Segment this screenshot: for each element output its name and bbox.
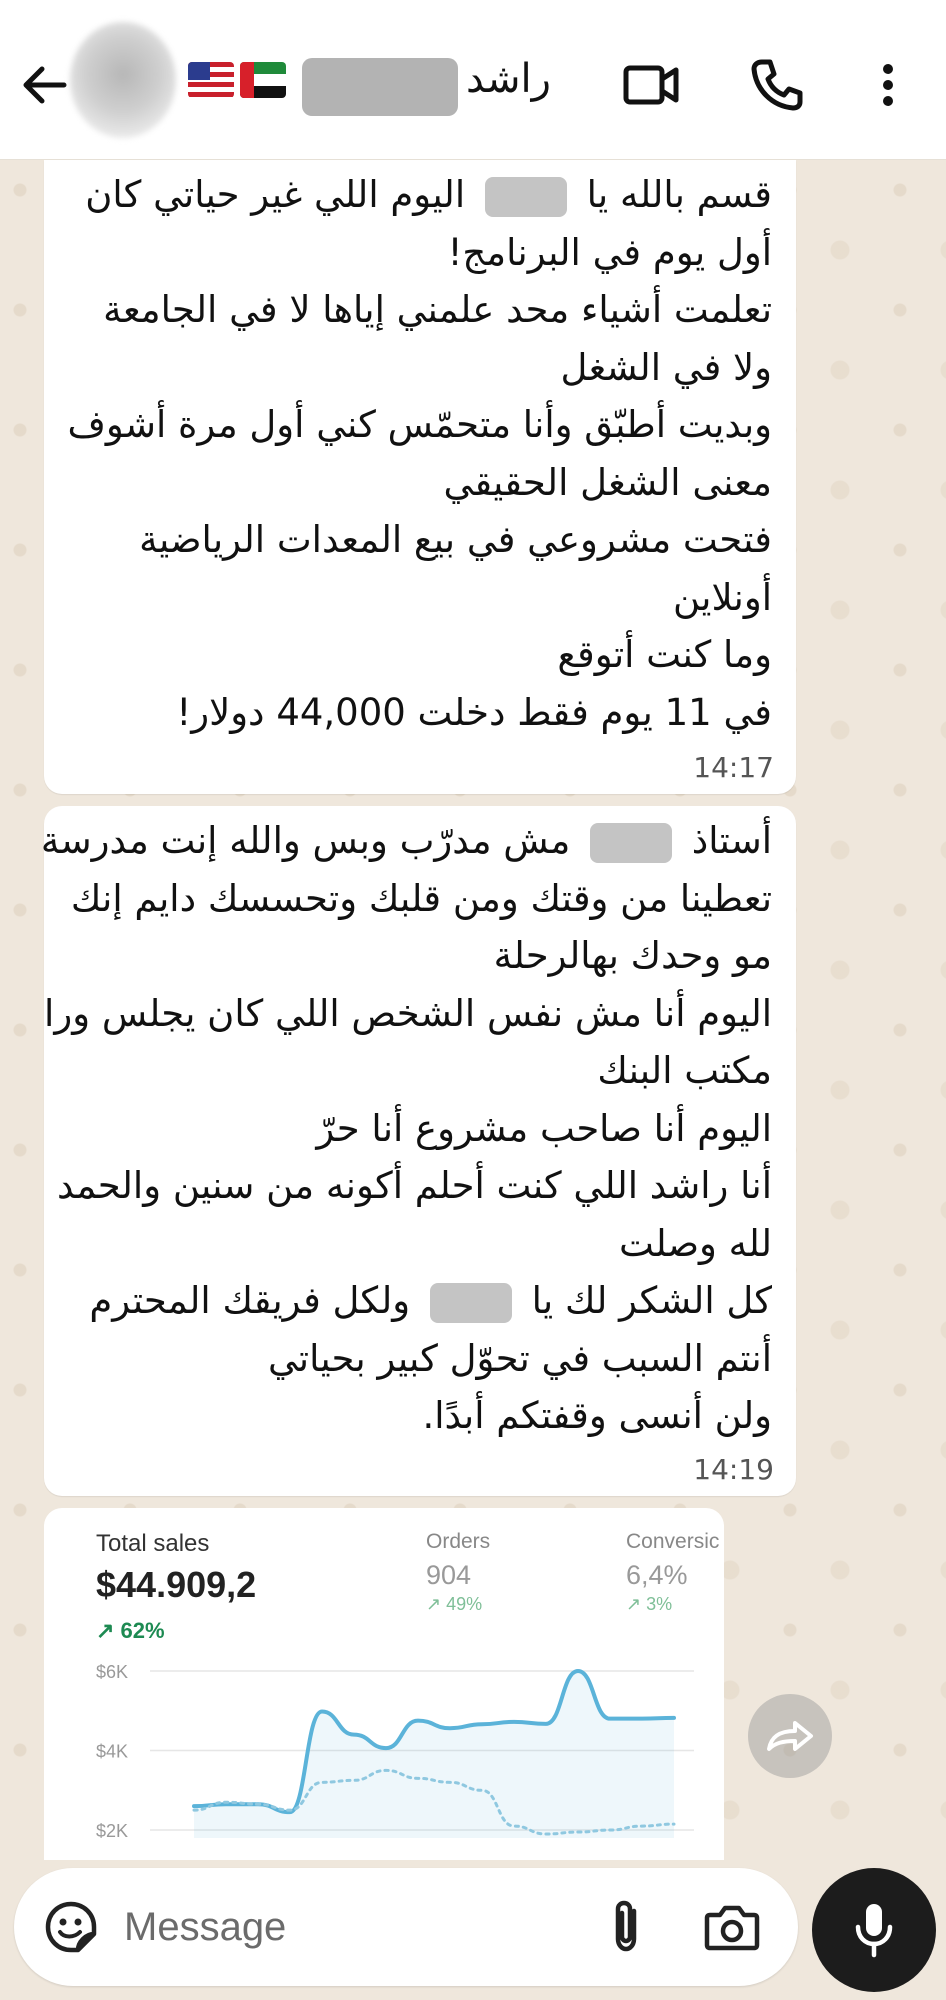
us-flag-icon xyxy=(188,62,234,98)
emoji-sticker-icon[interactable] xyxy=(40,1896,102,1958)
message-line: لله وصلت xyxy=(619,1221,772,1265)
conversion-label: Conversic xyxy=(626,1530,720,1553)
redacted-name xyxy=(485,177,567,217)
uae-flag-icon xyxy=(240,62,286,98)
contact-flags xyxy=(188,62,286,98)
image-message[interactable] xyxy=(44,1508,724,1860)
y-tick-label: $4K xyxy=(96,1741,129,1762)
message-bubble[interactable] xyxy=(40,806,796,1496)
total-sales-value: $44.909,2 xyxy=(96,1564,257,1605)
message-line: ولا في الشغل xyxy=(560,345,772,389)
message-line: مكتب البنك xyxy=(597,1049,772,1092)
message-line: أنتم السبب في تحوّل كبير بحياتي xyxy=(267,1336,772,1380)
message-timestamp: 14:17 xyxy=(693,751,774,784)
paperclip-icon[interactable] xyxy=(596,1896,656,1958)
series-area xyxy=(194,1671,674,1838)
message-line: معنى الشغل الحقيقي xyxy=(443,460,772,504)
message-line: قسم بالله يا اليوم اللي غير حياتي كان xyxy=(85,173,772,216)
redacted-name xyxy=(590,823,672,863)
conversion-change: ↗ 3% xyxy=(626,1594,673,1614)
video-camera-icon[interactable] xyxy=(618,52,684,118)
message-bubble[interactable] xyxy=(44,160,796,794)
message-line: أول يوم في البرنامج! xyxy=(447,230,772,274)
message-line: أنا راشد اللي كنت أحلم أكونه من سنين والحمد xyxy=(56,1164,772,1207)
redacted-name xyxy=(430,1283,512,1323)
message-composer xyxy=(14,1868,798,1986)
message-line: أستاذ مش مدرّب وبس والله إنت مدرسة xyxy=(40,819,772,862)
message-line: تعلمت أشياء محد علمني إياها لا في الجامعة xyxy=(103,288,772,331)
conversion-value: 6,4% xyxy=(626,1560,688,1590)
message-line: اليوم أنا مش نفس الشخص اللي كان يجلس ورا xyxy=(44,991,772,1035)
total-sales-change: ↗ 62% xyxy=(96,1618,165,1643)
more-vertical-icon[interactable] xyxy=(855,52,921,118)
avatar[interactable] xyxy=(70,22,176,138)
message-line: فتحت مشروعي في بيع المعدات الرياضية xyxy=(139,518,772,561)
forward-icon[interactable] xyxy=(748,1694,832,1778)
phone-icon[interactable] xyxy=(744,52,810,118)
message-line: أونلاين xyxy=(673,575,772,619)
contact-name-redaction xyxy=(302,58,458,116)
microphone-icon[interactable] xyxy=(812,1868,936,1992)
message-input[interactable] xyxy=(124,1896,484,1958)
message-text xyxy=(40,812,772,1445)
orders-change: ↗ 49% xyxy=(426,1594,483,1614)
contact-name[interactable]: راشد xyxy=(466,56,551,102)
y-tick-label: $2K xyxy=(96,1821,129,1842)
message-line: وبديت أطبّق وأنا متحمّس كني أول مرة أشوف xyxy=(67,403,772,446)
total-sales-label: Total sales xyxy=(96,1530,210,1557)
orders-label: Orders xyxy=(426,1530,491,1553)
orders-value: 904 xyxy=(426,1560,472,1590)
message-line: تعطينا من وقتك ومن قلبك وتحسسك دايم إنك xyxy=(70,876,772,920)
sales-line-chart xyxy=(44,1508,724,1860)
message-line: في 11 يوم فقط دخلت 44,000 دولار! xyxy=(176,690,772,734)
y-tick-label: $6K xyxy=(96,1661,129,1682)
message-line: اليوم أنا صاحب مشروع أنا حرّ xyxy=(316,1106,772,1150)
camera-icon[interactable] xyxy=(700,1896,764,1958)
chat-header xyxy=(0,0,946,160)
message-line: ولن أنسى وقفتكم أبدًا. xyxy=(422,1394,772,1437)
message-line: وما كنت أتوقع xyxy=(557,633,772,676)
message-timestamp: 14:19 xyxy=(693,1453,774,1486)
back-arrow-icon[interactable] xyxy=(14,55,74,115)
message-text xyxy=(64,166,772,741)
message-line: كل الشكر لك يا ولكل فريقك المحترم xyxy=(89,1279,772,1322)
message-line: مو وحدك بهالرحلة xyxy=(493,934,772,977)
